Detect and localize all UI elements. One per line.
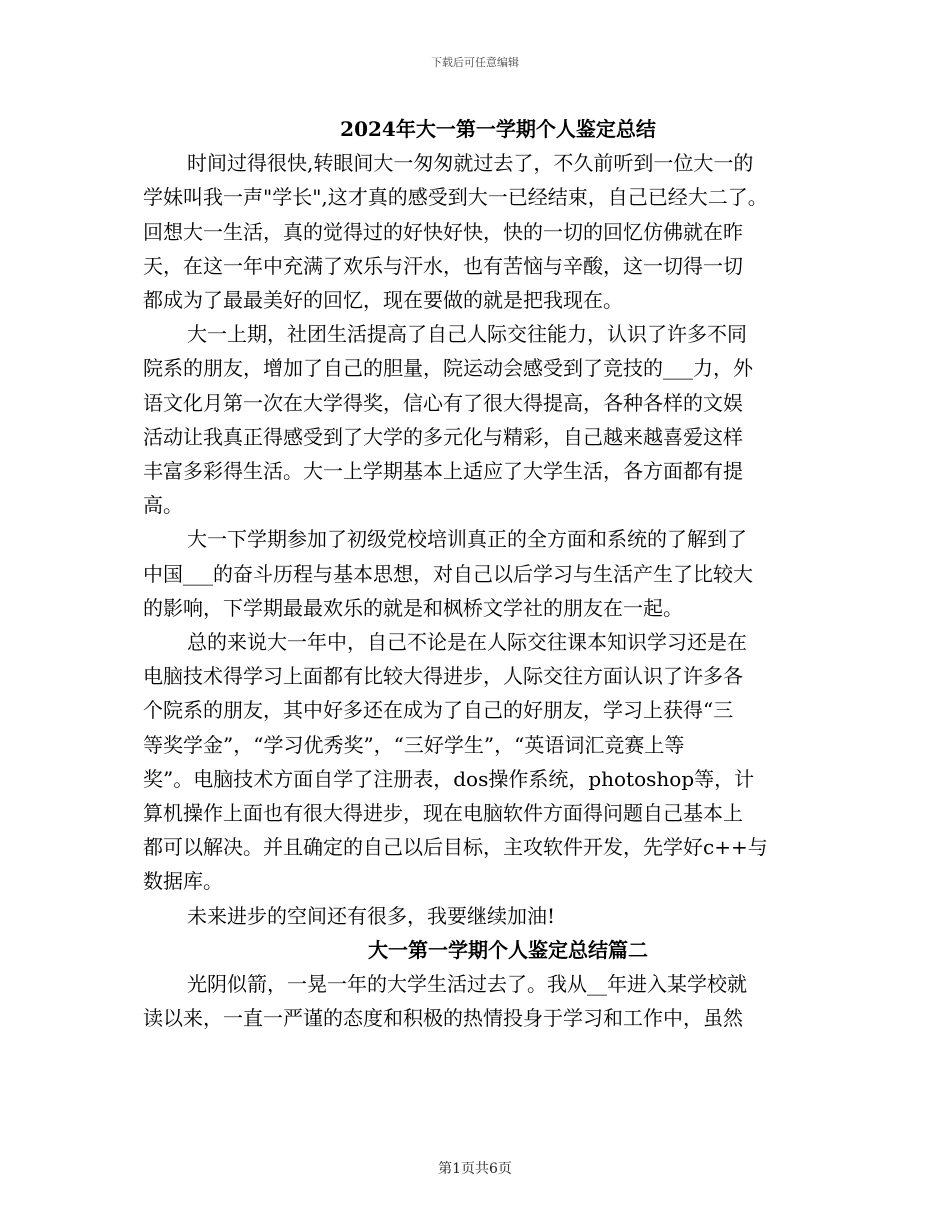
text-line: 个院系的朋友，其中好多还在成为了自己的好朋友，学习上获得“三: [143, 698, 734, 723]
text-line: 语文化月第一次在大学得奖，信心有了很大得提高，各种各样的文娱: [143, 390, 743, 415]
text-line: 奖”。电脑技术方面自学了注册表，dos操作系统，photoshop等，计: [143, 766, 755, 791]
document-title: 2024年大一第一学期个人鉴定总结: [340, 117, 656, 141]
paragraph: [143, 967, 813, 1035]
text-line: 算机操作上面也有很大得进步，现在电脑软件方面得问题自己基本上: [143, 801, 743, 826]
section-title: 大一第一学期个人鉴定总结篇二: [368, 937, 648, 962]
page-footer: 第1页共6页: [438, 1161, 512, 1177]
text-line: 回想大一生活，真的觉得过的好快好快，快的一切的回忆仿佛就在昨: [143, 219, 743, 244]
text-line: 大一上期，社团生活提高了自己人际交往能力，认识了许多不同: [187, 322, 747, 347]
paragraph: [143, 899, 813, 933]
text-line: 中国___的奋斗历程与基本思想，对自己以后学习与生活产生了比较大: [143, 561, 753, 586]
paragraph: [143, 317, 813, 522]
text-line: 等奖学金”，“学习优秀奖”，“三好学生”，“英语词汇竞赛上等: [143, 732, 685, 757]
paragraph: [143, 146, 813, 317]
document-body: [143, 112, 813, 1035]
text-line: 都可以解决。并且确定的自己以后目标，主攻软件开发，先学好c++与: [143, 835, 768, 860]
text-line: 电脑技术得学习上面都有比较大得进步，人际交往方面认识了许多各: [143, 664, 743, 689]
paragraph: [143, 625, 813, 899]
text-line: 时间过得很快,转眼间大一匆匆就过去了，不久前听到一位大一的: [187, 151, 754, 176]
paragraph: [143, 522, 813, 625]
text-line: 天，在这一年中充满了欢乐与汗水，也有苦恼与辛酸，这一切得一切: [143, 253, 743, 278]
text-line: 学妹叫我一声"学长",这才真的感受到大一已经结束，自己已经大二了。: [143, 185, 768, 210]
text-line: 丰富多彩得生活。大一上学期基本上适应了大学生活，各方面都有提: [143, 459, 743, 484]
page-header: 下载后可任意编辑: [431, 56, 519, 69]
text-line: 的影响，下学期最最欢乐的就是和枫桥文学社的朋友在一起。: [143, 595, 683, 620]
text-line: 总的来说大一年中，自己不论是在人际交往课本知识学习还是在: [187, 630, 747, 655]
text-line: 都成为了最最美好的回忆，现在要做的就是把我现在。: [143, 288, 623, 313]
text-line: 活动让我真正得感受到了大学的多元化与精彩，自己越来越喜爱这样: [143, 424, 743, 449]
text-line: 院系的朋友，增加了自己的胆量，院运动会感受到了竞技的___力，外: [143, 356, 753, 381]
text-line: 未来进步的空间还有很多，我要继续加油!: [187, 903, 556, 928]
text-line: 高。: [143, 493, 183, 518]
text-line: 读以来，一直一严谨的态度和积极的热情投身于学习和工作中，虽然: [143, 1006, 743, 1031]
text-line: 数据库。: [143, 869, 223, 894]
text-line: 光阴似箭，一晃一年的大学生活过去了。我从__年进入某学校就: [187, 972, 747, 997]
text-line: 大一下学期参加了初级党校培训真正的全方面和系统的了解到了: [187, 527, 747, 552]
